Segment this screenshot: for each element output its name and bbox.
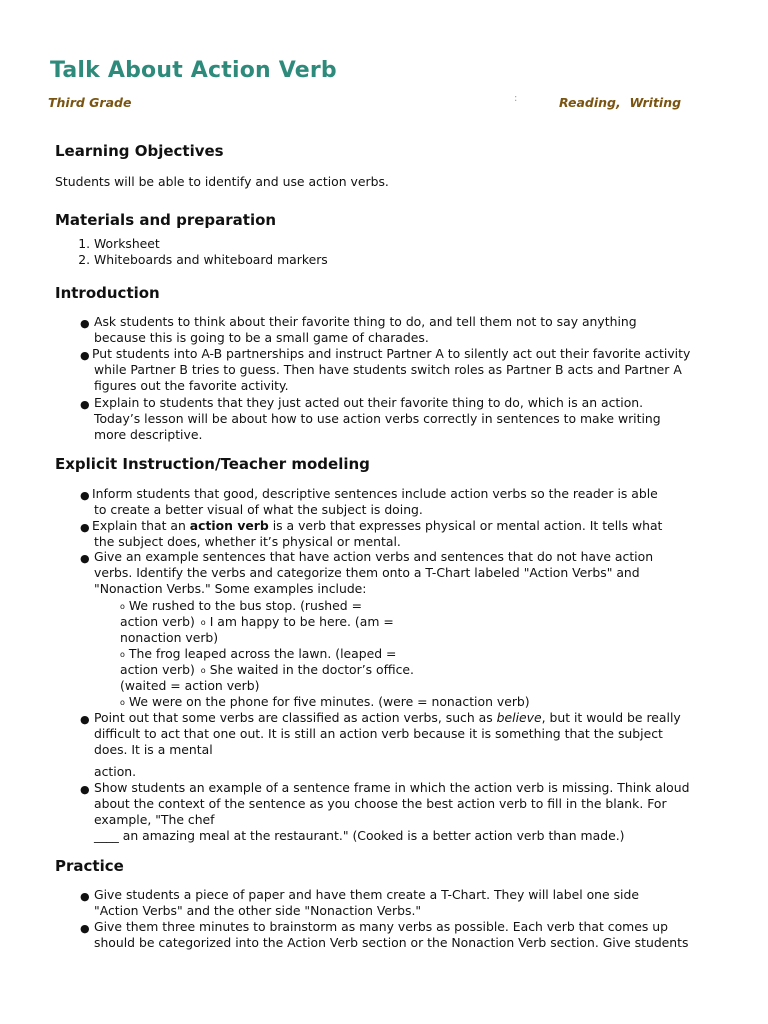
circle-bullet-icon: o xyxy=(120,650,125,659)
bullet-icon: ● xyxy=(80,890,90,903)
circle-bullet-icon: o xyxy=(120,602,125,611)
example-2: I am happy to be here. (am = xyxy=(209,614,394,629)
subjects-label: Reading, Writing xyxy=(559,95,682,110)
example-4-cont: (waited = action verb) xyxy=(120,678,260,693)
page-title: Talk About Action Verb xyxy=(50,58,337,83)
example-1: o We rushed to the bus stop. (rushed = xyxy=(120,598,362,613)
instruction-bullet-5: Show students an example of a sentence frame in which the action verb is missing. Think aloud about the context of the sentence as you choose the best action verb to fill in the blank. For example, "The chef ____ an amazing meal at the restaurant." (Cooked is a better action verb than made.) xyxy=(94,780,690,843)
believe-example: believe xyxy=(496,710,542,725)
action-verb-term: action verb xyxy=(189,518,269,533)
instruction-bullet-2: Explain that an action verb is a verb that expresses physical or mental action. It tells what the subject does, whether it’s physical or mental. xyxy=(92,518,663,549)
intro-bullet-1: Ask students to think about their favorite thing to do, and tell them not to say anything because this is going to be a small game of charades. xyxy=(94,314,637,345)
example-1-cont: action verb) o I am happy to be here. (am = xyxy=(120,614,394,629)
intro-bullet-3: Explain to students that they just acted out their favorite thing to do, which is an action. Today’s lesson will be about how to use action verbs correctly in sentences to make writing more descriptive. xyxy=(94,395,661,442)
instruction-bullet-1: Inform students that good, descriptive sentences include action verbs so the reader is able to create a better visual of what the subject is doing. xyxy=(92,486,658,517)
instruction-bullet-3: Give an example sentences that have action verbs and sentences that do not have action verbs. Identify the verbs and categorize them onto a T-Chart labeled "Action Verbs" and "Nonaction Verbs." Some examples include: xyxy=(94,549,654,596)
practice-bullet-1: Give students a piece of paper and have them create a T-Chart. They will label one side "Action Verbs" and the other side "Nonaction Verbs." xyxy=(94,887,639,918)
example-5: o We were on the phone for five minutes. (were = nonaction verb) xyxy=(120,694,530,709)
materials-list xyxy=(70,236,328,268)
bullet-icon: ● xyxy=(80,349,90,362)
circle-bullet-icon: o xyxy=(200,666,206,675)
example-3-cont: action verb) o She waited in the doctor’s office. xyxy=(120,662,414,677)
example-2-cont: nonaction verb) xyxy=(120,630,219,645)
explicit-instruction-heading: Explicit Instruction/Teacher modeling xyxy=(55,455,370,473)
bullet-icon: ● xyxy=(80,713,90,726)
bullet-icon: ● xyxy=(80,489,90,502)
bullet-icon: ● xyxy=(80,317,90,330)
circle-bullet-icon: o xyxy=(120,698,125,707)
learning-objectives-text: Students will be able to identify and use action verbs. xyxy=(55,174,389,189)
example-4: She waited in the doctor’s office. xyxy=(209,662,414,677)
grade-label: Third Grade xyxy=(48,95,132,110)
bullet-icon: ● xyxy=(80,398,90,411)
meta-separator: : xyxy=(514,93,518,104)
materials-item: 2. Whiteboards and whiteboard markers xyxy=(94,252,328,268)
instruction-bullet-4-tail: action. xyxy=(94,764,137,779)
bullet-icon: ● xyxy=(80,521,90,534)
instruction-bullet-4: Point out that some verbs are classified as action verbs, such as believe, but it would be really difficult to act that one out. It is still an action verb because it is something that the subject does. It is a mental xyxy=(94,710,681,757)
practice-heading: Practice xyxy=(55,857,124,875)
materials-heading: Materials and preparation xyxy=(55,211,277,229)
learning-objectives-heading: Learning Objectives xyxy=(55,142,224,160)
example-3: o The frog leaped across the lawn. (leaped = xyxy=(120,646,397,661)
introduction-heading: Introduction xyxy=(55,284,160,302)
intro-bullet-2: Put students into A-B partnerships and instruct Partner A to silently act out their favorite activity while Partner B tries to guess. Then have students switch roles as Partner B acts and Partner A figures out the favorite activity. xyxy=(92,346,691,393)
bullet-icon: ● xyxy=(80,783,90,796)
circle-bullet-icon: o xyxy=(200,618,206,627)
bullet-icon: ● xyxy=(80,922,90,935)
practice-bullet-2: Give them three minutes to brainstorm as many verbs as possible. Each verb that comes up should be categorized into the Action Verb section or the Nonaction Verb section. Give students xyxy=(94,919,689,950)
bullet-icon: ● xyxy=(80,552,90,565)
materials-item: 1. Worksheet xyxy=(94,236,328,252)
